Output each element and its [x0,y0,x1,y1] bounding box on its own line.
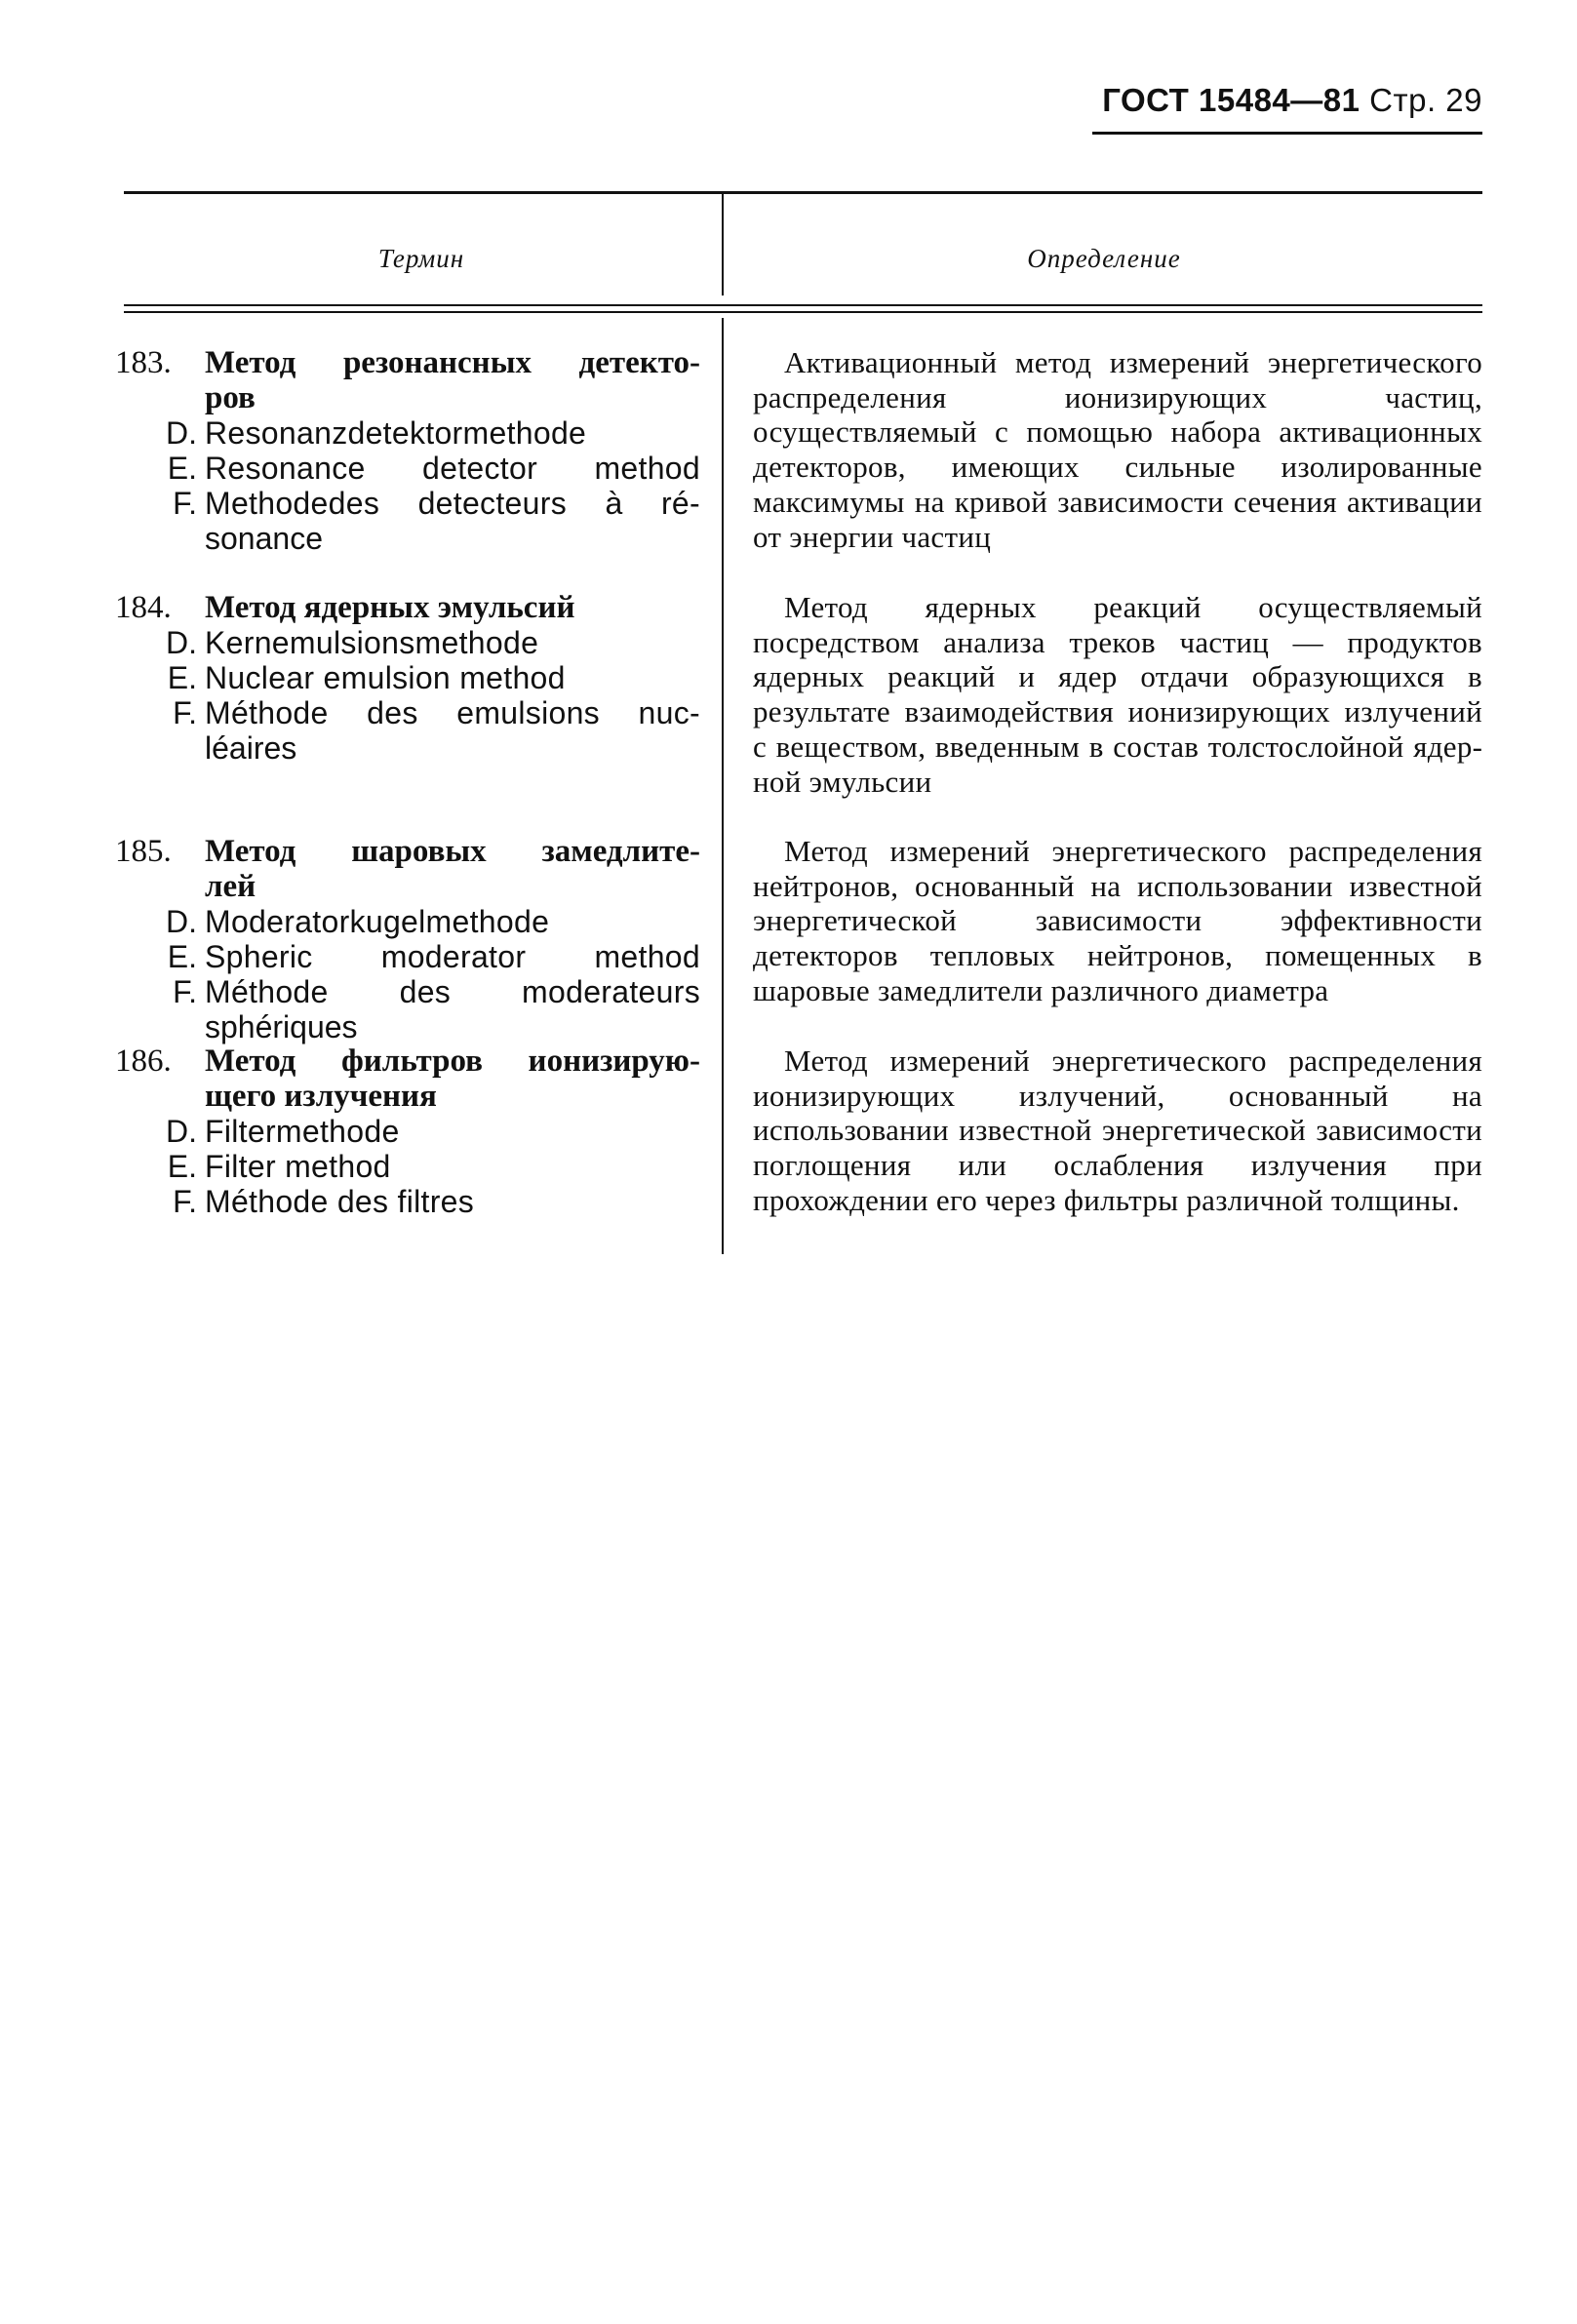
column-header-definition: Определение [1027,244,1181,273]
definition-184: Метод ядерных реакций осуществляемый посредством анализа треков частиц — продуктов ядерных реакций и ядер отдачи образующихся в результате взаимодействия ионизирующих излучений с веществом, введенным в состав толстослойной ядерной эмульсии [753,590,1482,799]
definition-183: Активационный метод измерений энергетического распределения ионизирующих частиц, осуществляемый с помощью набора активационных детекторов, имеющих сильные изолированные максимумы на кривой зависимости сечения активации от энергии частиц [753,345,1482,554]
term-english: E. Spheric moderator method [167,939,700,974]
term-russian-cont: ров [205,380,256,415]
term-russian: Метод шаровых замедлите- [205,834,700,869]
entry-number: 186. [115,1044,172,1079]
term-german: D. Kernemulsionsmethode [166,625,539,660]
entry-number: 184. [115,590,172,625]
page-header [1092,82,1482,119]
entry-number: 183. [115,345,172,380]
term-french-cont: sphériques [205,1009,358,1044]
definition-185: Метод измерений энергетического распределения нейтронов, основанный на использовании известной энергетической зависимости эффективности детекторов тепловых нейтронов, помещенных в шаровые замедлители различного диаметра [753,834,1482,1007]
term-entry-185 [115,834,700,1044]
entry-number: 185. [115,834,172,869]
definition-186: Метод измерений энергетического распределения ионизирующих излучений, основанный на использовании известной энергетической зависимости поглощения или ослабления излучения при прохождении его через фильтры различной толщины. [753,1044,1482,1217]
column-divider [722,194,724,295]
term-entry-186 [115,1044,700,1219]
term-entry-183 [115,345,700,556]
header-rule [1092,132,1482,135]
table-top-rule [124,191,1482,194]
term-russian: Метод ядерных эмульсий [205,590,575,625]
term-french-cont: sonance [205,521,323,556]
term-french: F. Méthode des emulsions nuc- [173,695,700,730]
header-bottom-rule [124,304,1482,306]
column-header-term: Термин [377,244,465,273]
standard-number: ГОСТ 15484—81 [1102,82,1360,118]
term-french: F. Méthode des moderateurs [173,974,700,1009]
term-german: D. Filtermethode [166,1114,400,1149]
page-number: Стр. 29 [1369,82,1482,118]
term-english: E. Nuclear emulsion method [167,660,566,695]
term-russian: Метод резонансных детекто- [205,345,700,380]
term-german: D. Resonanzdetektormethode [166,415,587,451]
term-german: D. Moderatorkugelmethode [166,904,550,939]
term-english: E. Filter method [167,1149,391,1184]
term-russian-cont: щего излучения [205,1079,437,1114]
term-french: F. Methodedes detecteurs à ré- [173,486,700,521]
term-english: E. Resonance detector method [167,451,700,486]
column-divider [722,318,724,1254]
term-entry-184 [115,590,700,766]
term-russian-cont: лей [205,869,256,904]
term-french: F. Méthode des filtres [173,1184,475,1219]
term-french-cont: léaires [205,730,297,766]
term-russian: Метод фильтров ионизирую- [205,1044,700,1079]
header-bottom-rule-double [124,311,1482,313]
